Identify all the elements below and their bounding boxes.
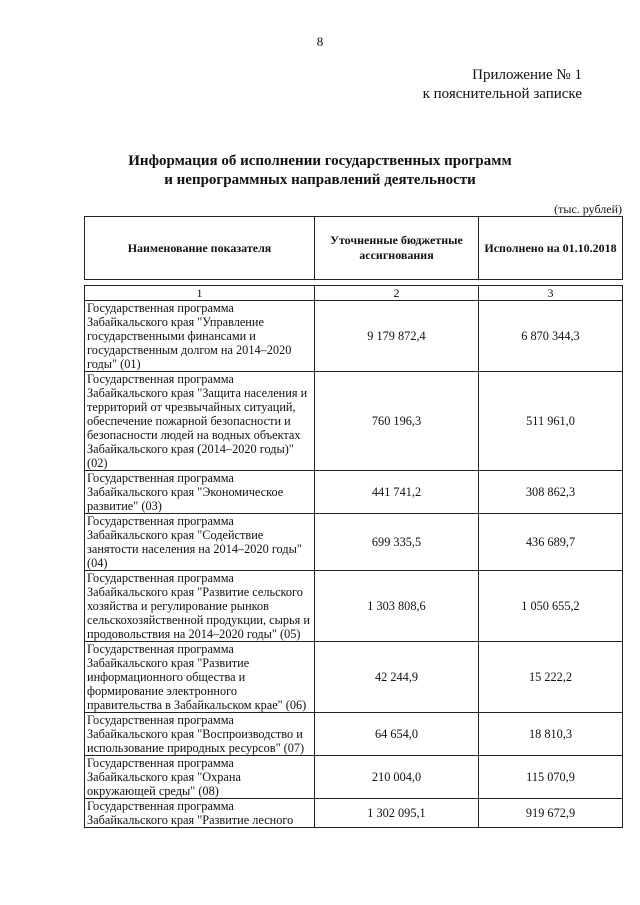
- table-row: [85, 799, 623, 828]
- column-number: 3: [479, 286, 623, 301]
- executed-amount: 436 689,7: [479, 514, 623, 571]
- executed-amount: 1 050 655,2: [479, 571, 623, 642]
- program-name: Государственная программа Забайкальского края "Воспроизводство и использование природных ресурсов" (07): [85, 713, 315, 756]
- header-executed: Исполнено на 01.10.2018: [479, 217, 623, 280]
- program-name: Государственная программа Забайкальского края "Развитие лесного: [85, 799, 315, 828]
- program-name: Государственная программа Забайкальского края "Охрана окружающей среды" (08): [85, 756, 315, 799]
- table-row: [85, 301, 623, 372]
- allocated-amount: 1 303 808,6: [315, 571, 479, 642]
- appendix-note: [423, 66, 582, 104]
- table-row: [85, 713, 623, 756]
- executed-amount: 511 961,0: [479, 372, 623, 471]
- table-row: [85, 514, 623, 571]
- header-indicator-name: Наименование показателя: [85, 217, 315, 280]
- allocated-amount: 699 335,5: [315, 514, 479, 571]
- program-name: Государственная программа Забайкальского края "Управление государственными финансами и государственным долгом на 2014–2020 годы" (01): [85, 301, 315, 372]
- executed-amount: 115 070,9: [479, 756, 623, 799]
- program-name: Государственная программа Забайкальского края "Содействие занятости населения на 2014–2020 годы" (04): [85, 514, 315, 571]
- program-name: Государственная программа Забайкальского края "Развитие информационного общества и формирование электронного правительства в Забайкальском крае" (06): [85, 642, 315, 713]
- column-number-row: [85, 286, 623, 301]
- page-number: 8: [316, 34, 324, 49]
- table-row: [85, 571, 623, 642]
- column-number: 2: [315, 286, 479, 301]
- allocated-amount: 210 004,0: [315, 756, 479, 799]
- allocated-amount: 9 179 872,4: [315, 301, 479, 372]
- appendix-line-1: Приложение № 1: [472, 67, 582, 83]
- allocated-amount: 441 741,2: [315, 471, 479, 514]
- allocated-amount: 42 244,9: [315, 642, 479, 713]
- executed-amount: 919 672,9: [479, 799, 623, 828]
- program-name: Государственная программа Забайкальского края "Развитие сельского хозяйства и регулирование рынков сельскохозяйственной продукции, сырья и продовольствия на 2014–2020 годы" (05): [85, 571, 315, 642]
- table-row: [85, 372, 623, 471]
- table-header-row: [85, 217, 623, 280]
- table-body: [85, 280, 623, 828]
- program-name: Государственная программа Забайкальского края "Защита населения и территорий от чрезвычайных ситуаций, обеспечение пожарной безопасности и безопасности людей на водных объектах Забайкальского края (2014–2020 годы)"(02): [85, 372, 315, 471]
- program-execution-table: [84, 216, 623, 828]
- executed-amount: 6 870 344,3: [479, 301, 623, 372]
- document-title: [0, 152, 640, 190]
- allocated-amount: 1 302 095,1: [315, 799, 479, 828]
- column-number: 1: [85, 286, 315, 301]
- executed-amount: 308 862,3: [479, 471, 623, 514]
- table-row: [85, 642, 623, 713]
- table-row: [85, 756, 623, 799]
- table-row: [85, 471, 623, 514]
- header-allocations: Уточненные бюджетные ассигнования: [315, 217, 479, 280]
- appendix-line-2: к пояснительной записке: [422, 86, 582, 102]
- allocated-amount: 64 654,0: [315, 713, 479, 756]
- title-line-1: Информация об исполнении государственных программ: [128, 153, 512, 169]
- executed-amount: 15 222,2: [479, 642, 623, 713]
- executed-amount: 18 810,3: [479, 713, 623, 756]
- allocated-amount: 760 196,3: [315, 372, 479, 471]
- units-note: (тыс. рублей): [554, 202, 622, 216]
- title-line-2: и непрограммных направлений деятельности: [164, 172, 476, 188]
- program-name: Государственная программа Забайкальского края "Экономическое развитие" (03): [85, 471, 315, 514]
